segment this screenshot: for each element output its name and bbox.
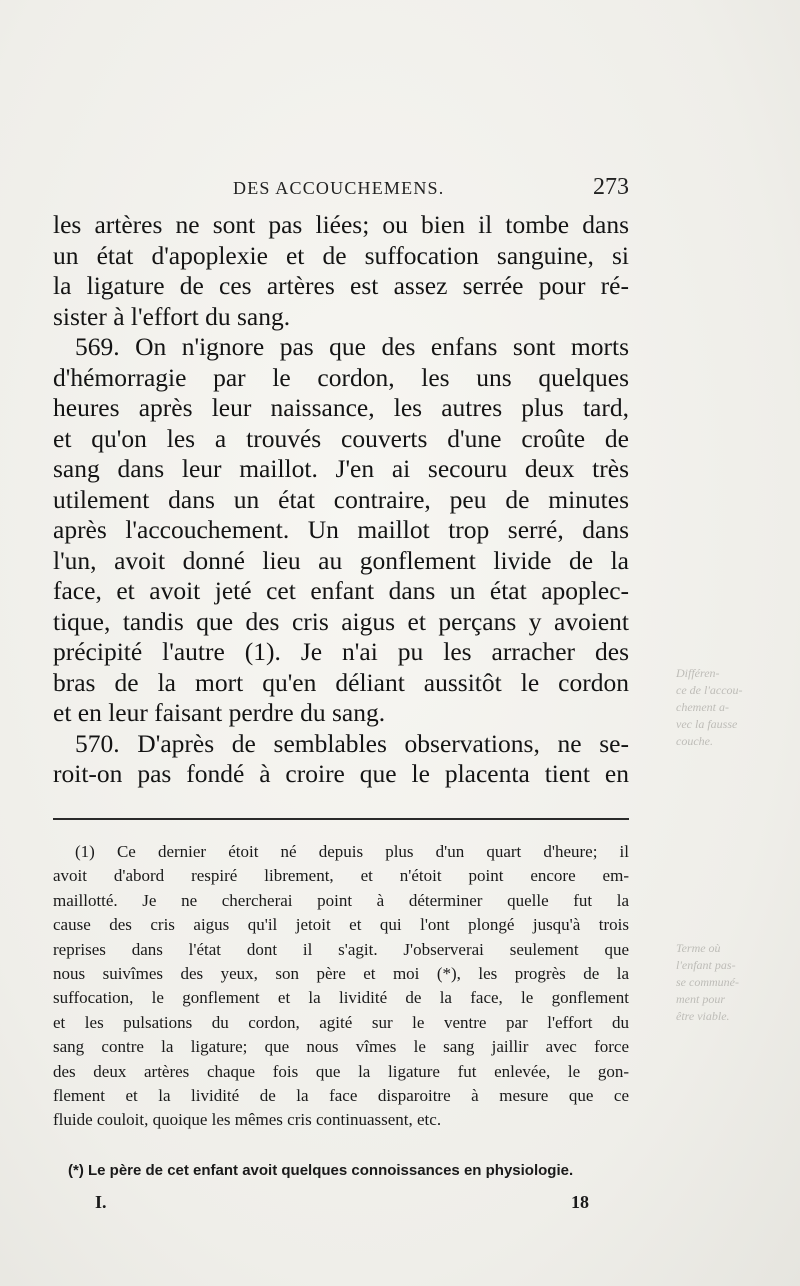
- printer-signature: [95, 1192, 589, 1218]
- text-line: un état d'apoplexie et de suffocation sanguine, si: [53, 240, 629, 270]
- text-line: après l'accouchement. Un maillot trop serré, dans: [53, 515, 629, 544]
- text-line: l'un, avoit donné lieu au gonflement livide de la: [53, 545, 629, 575]
- footnote-line: nous suivîmes des yeux, son père et moi (*), les progrès de la: [53, 963, 629, 983]
- text-line: et qu'on les a trouvés couverts d'une croûte de: [53, 423, 629, 453]
- text-line: heures après leur naissance, les autres plus tard,: [53, 393, 629, 422]
- bleed-note-2: Terme où l'enfant pas- se communé- ment pour être viable.: [676, 941, 739, 1023]
- text-line: les artères ne sont pas liées; ou bien il tombe dans: [53, 210, 629, 239]
- page-header: [233, 176, 629, 206]
- footnote-line: des deux artères chaque fois que la ligature fut enlevée, le gon-: [53, 1061, 629, 1081]
- footnote-line: (1) Ce dernier étoit né depuis plus d'un quart d'heure; il: [75, 842, 629, 861]
- text-line: sister à l'effort du sang.: [53, 301, 291, 331]
- sub-footnote: (*) Le père de cet enfant avoit quelques connoissances en physiologie.: [68, 1162, 574, 1179]
- text-line: utilement dans un état contraire, peu de minutes: [53, 484, 629, 514]
- text-line: précipité l'autre (1). Je n'ai pu les arracher des: [53, 637, 629, 666]
- page-number: 273: [593, 174, 629, 200]
- footnote-rule: [53, 818, 629, 820]
- text-line: face, et avoit jeté cet enfant dans un état apoplec-: [53, 576, 629, 605]
- bleed-through-margin-notes: [676, 665, 788, 1215]
- bleed-note-1: Différen- ce de l'accou- chement a- vec la fausse couche.: [676, 666, 743, 748]
- paragraph-569-start: 569. On n'ignore pas que des enfans sont morts: [75, 332, 629, 361]
- sheet-number: 18: [571, 1192, 589, 1212]
- footnote-line: sang contre la ligature; que nous vîmes le sang jaillir avec force: [53, 1037, 629, 1057]
- text-line: d'hémorragie par le cordon, les uns quelques: [53, 362, 629, 392]
- footnote-line: fluide couloit, quoique les mêmes cris continuassent, etc.: [53, 1110, 442, 1130]
- volume-mark: I.: [95, 1192, 107, 1212]
- main-text: [53, 210, 629, 790]
- text-line: sang dans leur maillot. J'en ai secouru deux très: [53, 454, 629, 483]
- footnote-block: [53, 840, 629, 1133]
- paragraph-570-start: 570. D'après de semblables observations, ne se-: [75, 728, 629, 758]
- footnote-line: maillotté. Je ne chercherai point à déterminer quelle fut la: [53, 890, 629, 910]
- text-line: et en leur faisant perdre du sang.: [53, 698, 386, 727]
- footnote-line: et les pulsations du cordon, agité sur le ventre par l'effort du: [53, 1012, 629, 1032]
- footnote-line: cause des cris aigus qu'il jetoit et qui l'ont plongé jusqu'à trois: [53, 915, 629, 935]
- footnote-line: suffocation, le gonflement et la lividité de la face, le gonflement: [53, 988, 629, 1008]
- footnote-line: reprises dans l'état dont il s'agit. J'observerai seulement que: [53, 939, 629, 959]
- text-line: roit-on pas fondé à croire que le placenta tient en: [53, 759, 629, 788]
- footnote-line: flement et la lividité de la face disparoitre à mesure que ce: [53, 1085, 629, 1105]
- running-title: DES ACCOUCHEMENS.: [233, 178, 445, 198]
- text-line: tique, tandis que des cris aigus et perçans y avoient: [53, 606, 629, 636]
- text-line: bras de la mort qu'en déliant aussitôt le cordon: [53, 667, 629, 697]
- footnote-line: avoit d'abord respiré librement, et n'étoit point encore em-: [53, 866, 629, 886]
- text-line: la ligature de ces artères est assez serrée pour ré-: [53, 271, 629, 300]
